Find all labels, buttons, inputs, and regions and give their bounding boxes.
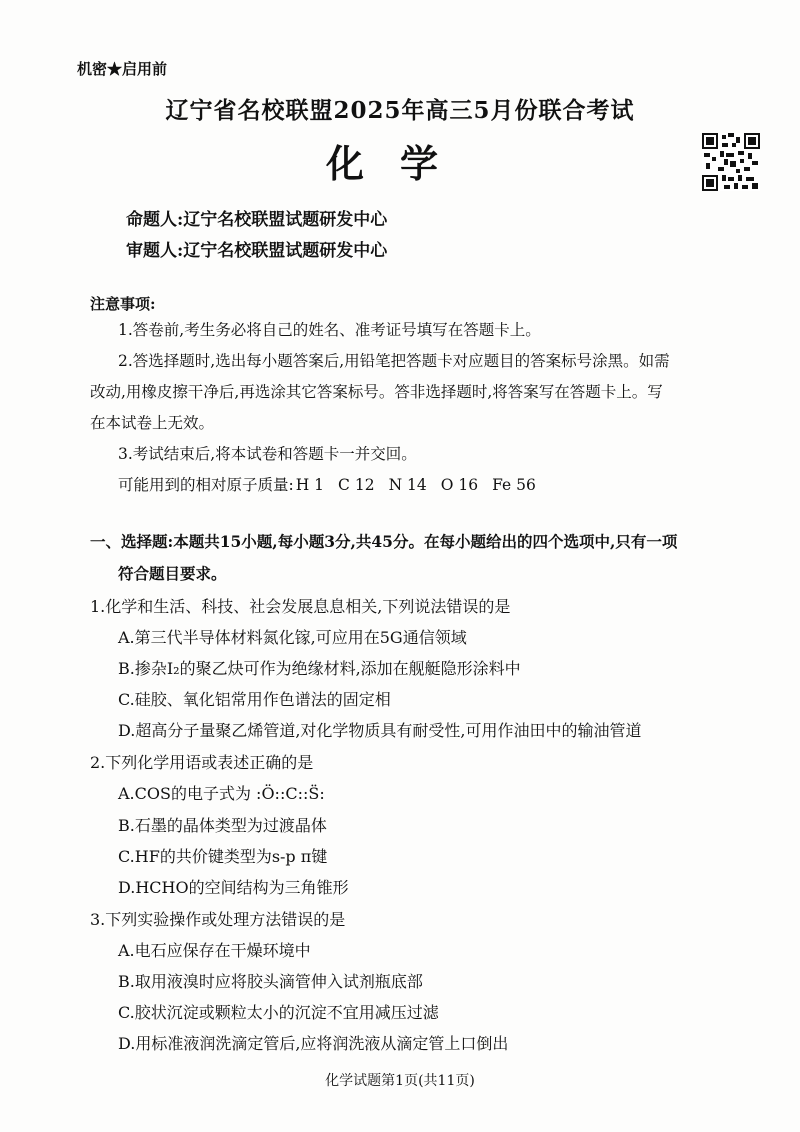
mass-n: N 14: [388, 476, 427, 494]
mass-h: H 1: [295, 476, 325, 494]
question-2-option-c: C.HF的共价键类型为s-p π键: [118, 847, 328, 866]
notice-item-2-line-1: 2.答选择题时,选出每小题答案后,用铅笔把答题卡对应题目的答案标号涂黑。如需: [118, 352, 670, 370]
question-3-option-a: A.电石应保存在干燥环境中: [118, 941, 311, 960]
mass-c: C 12: [338, 476, 375, 494]
page-footer: 化学试题第1页(共11页): [325, 1073, 475, 1089]
qr-code-icon: [702, 133, 760, 191]
question-1-option-b: B.掺杂I₂的聚乙炔可作为绝缘材料,添加在舰艇隐形涂料中: [118, 659, 521, 678]
notice-item-2-line-3: 在本试卷上无效。: [90, 414, 215, 432]
author-line: 命题人:辽宁名校联盟试题研发中心: [126, 210, 388, 230]
notice-item-1: 1.答卷前,考生务必将自己的姓名、准考证号填写在答题卡上。: [118, 321, 541, 339]
question-3-option-d: D.用标准液润洗滴定管后,应将润洗液从滴定管上口倒出: [118, 1034, 509, 1053]
question-3-option-b: B.取用液溴时应将胶头滴管伸入试剂瓶底部: [118, 972, 423, 991]
reviewer-line: 审题人:辽宁名校联盟试题研发中心: [126, 241, 388, 261]
question-2-option-b: B.石墨的晶体类型为过渡晶体: [118, 816, 327, 835]
question-1-option-c: C.硅胶、氧化铝常用作色谱法的固定相: [118, 690, 391, 709]
question-1-stem: 1.化学和生活、科技、社会发展息息相关,下列说法错误的是: [90, 597, 511, 616]
mass-fe: Fe 56: [492, 476, 536, 494]
atomic-masses-label: 可能用到的相对原子质量:: [118, 476, 294, 494]
question-1-option-a: A.第三代半导体材料氮化镓,可应用在5G通信领域: [118, 628, 467, 647]
question-1-option-d: D.超高分子量聚乙烯管道,对化学物质具有耐受性,可用作油田中的输油管道: [118, 721, 642, 740]
exam-title: 辽宁省名校联盟2025年高三5月份联合考试: [165, 97, 635, 124]
question-2-option-d: D.HCHO的空间结构为三角锥形: [118, 878, 349, 897]
question-3-stem: 3.下列实验操作或处理方法错误的是: [90, 910, 346, 929]
notice-title: 注意事项:: [90, 295, 156, 313]
notice-item-2-line-2: 改动,用橡皮擦干净后,再选涂其它答案标号。答非选择题时,将答案写在答题卡上。写: [90, 383, 663, 401]
notice-item-3: 3.考试结束后,将本试卷和答题卡一并交回。: [118, 445, 417, 463]
question-2-stem: 2.下列化学用语或表述正确的是: [90, 753, 314, 772]
question-2-option-a: A.COS的电子式为 :Ö::C::S̈:: [118, 784, 325, 803]
atomic-masses: [118, 478, 550, 494]
confidential-label: 机密★启用前: [77, 60, 168, 78]
section-1-heading-line-1: 一、选择题:本题共15小题,每小题3分,共45分。在每小题给出的四个选项中,只有一项: [90, 532, 678, 551]
question-3-option-c: C.胶状沉淀或颗粒太小的沉淀不宜用减压过滤: [118, 1003, 439, 1022]
subject-title: 化学: [325, 141, 474, 186]
mass-o: O 16: [440, 476, 479, 494]
section-1-heading-line-2: 符合题目要求。: [118, 564, 227, 583]
